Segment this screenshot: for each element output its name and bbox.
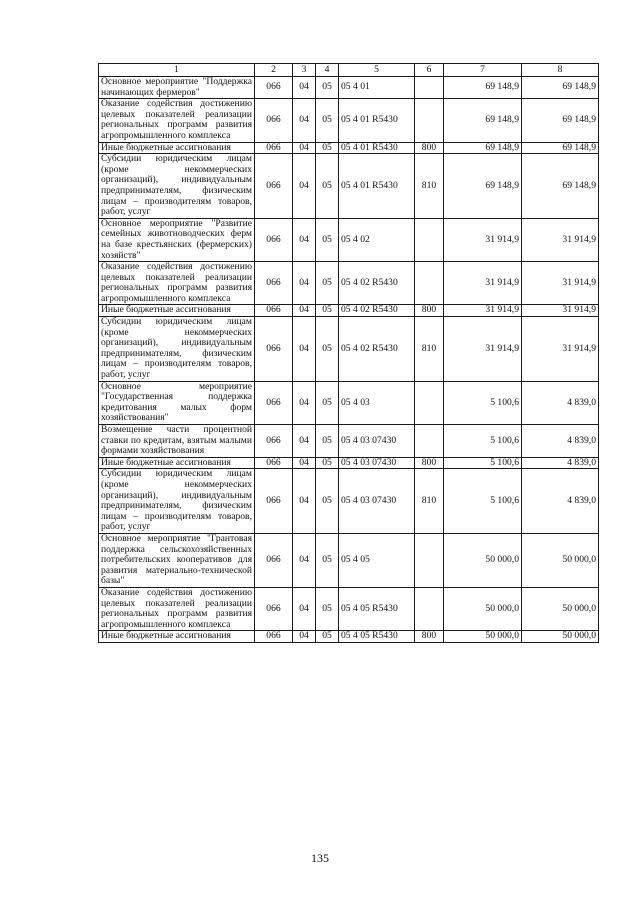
target-code-cell: 05 4 02 <box>339 218 415 261</box>
amount-column-8-cell: 4 839,0 <box>522 381 599 424</box>
section-code-cell: 04 <box>293 77 316 99</box>
item-name-cell: Оказание содействия достижению целевых показателей реализации региональных программ развития агропромышленного комплекса <box>99 99 255 142</box>
section-code-cell: 04 <box>293 533 316 587</box>
ministry-code-cell: 066 <box>255 317 293 382</box>
amount-column-8-cell: 50 000,0 <box>522 631 599 643</box>
expense-type-cell: 800 <box>415 142 444 154</box>
subsection-code-cell: 05 <box>316 77 339 99</box>
ministry-code-cell: 066 <box>255 218 293 261</box>
amount-column-7-cell: 31 914,9 <box>444 317 522 382</box>
table-row <box>99 469 599 534</box>
header-cell: 6 <box>415 64 444 77</box>
amount-column-7-cell: 5 100,6 <box>444 457 522 469</box>
target-code-cell: 05 4 01 R5430 <box>339 99 415 142</box>
expense-type-cell <box>415 425 444 458</box>
ministry-code-cell: 066 <box>255 425 293 458</box>
amount-column-7-cell: 50 000,0 <box>444 533 522 587</box>
amount-column-7-cell: 5 100,6 <box>444 469 522 534</box>
header-cell: 4 <box>316 64 339 77</box>
amount-column-8-cell: 69 148,9 <box>522 77 599 99</box>
ministry-code-cell: 066 <box>255 631 293 643</box>
header-cell: 1 <box>99 64 255 77</box>
ministry-code-cell: 066 <box>255 77 293 99</box>
section-code-cell: 04 <box>293 262 316 305</box>
expense-type-cell: 800 <box>415 305 444 317</box>
section-code-cell: 04 <box>293 631 316 643</box>
subsection-code-cell: 05 <box>316 457 339 469</box>
amount-column-8-cell: 4 839,0 <box>522 469 599 534</box>
table-row <box>99 425 599 458</box>
item-name-cell: Основное мероприятие "Грантовая поддержка сельскохозяйственных потребительских кооперативов для развития материально-технической базы" <box>99 533 255 587</box>
section-code-cell: 04 <box>293 587 316 630</box>
header-cell: 7 <box>444 64 522 77</box>
table-body <box>99 77 599 643</box>
item-name-cell: Субсидии юридическим лицам (кроме некоммерческих организаций), индивидуальным предпринимателям, физическим лицам – производителям товаров, работ, услуг <box>99 317 255 382</box>
ministry-code-cell: 066 <box>255 262 293 305</box>
header-cell: 5 <box>339 64 415 77</box>
section-code-cell: 04 <box>293 305 316 317</box>
subsection-code-cell: 05 <box>316 381 339 424</box>
target-code-cell: 05 4 03 07430 <box>339 425 415 458</box>
section-code-cell: 04 <box>293 99 316 142</box>
section-code-cell: 04 <box>293 218 316 261</box>
subsection-code-cell: 05 <box>316 154 339 219</box>
amount-column-7-cell: 5 100,6 <box>444 381 522 424</box>
amount-column-7-cell: 69 148,9 <box>444 77 522 99</box>
ministry-code-cell: 066 <box>255 142 293 154</box>
subsection-code-cell: 05 <box>316 142 339 154</box>
budget-table <box>98 63 599 643</box>
target-code-cell: 05 4 01 R5430 <box>339 142 415 154</box>
ministry-code-cell: 066 <box>255 469 293 534</box>
target-code-cell: 05 4 01 R5430 <box>339 154 415 219</box>
amount-column-7-cell: 69 148,9 <box>444 142 522 154</box>
ministry-code-cell: 066 <box>255 154 293 219</box>
table-row <box>99 99 599 142</box>
table-row <box>99 154 599 219</box>
table-row <box>99 631 599 643</box>
target-code-cell: 05 4 02 R5430 <box>339 317 415 382</box>
item-name-cell: Иные бюджетные ассигнования <box>99 142 255 154</box>
amount-column-7-cell: 5 100,6 <box>444 425 522 458</box>
amount-column-7-cell: 31 914,9 <box>444 262 522 305</box>
ministry-code-cell: 066 <box>255 457 293 469</box>
amount-column-7-cell: 69 148,9 <box>444 154 522 219</box>
amount-column-8-cell: 31 914,9 <box>522 317 599 382</box>
subsection-code-cell: 05 <box>316 587 339 630</box>
amount-column-7-cell: 50 000,0 <box>444 631 522 643</box>
target-code-cell: 05 4 03 07430 <box>339 469 415 534</box>
section-code-cell: 04 <box>293 457 316 469</box>
subsection-code-cell: 05 <box>316 218 339 261</box>
table-row <box>99 587 599 630</box>
target-code-cell: 05 4 01 <box>339 77 415 99</box>
table-row <box>99 533 599 587</box>
expense-type-cell <box>415 533 444 587</box>
ministry-code-cell: 066 <box>255 305 293 317</box>
item-name-cell: Возмещение части процентной ставки по кредитам, взятым малыми формами хозяйствования <box>99 425 255 458</box>
amount-column-8-cell: 4 839,0 <box>522 425 599 458</box>
subsection-code-cell: 05 <box>316 533 339 587</box>
subsection-code-cell: 05 <box>316 305 339 317</box>
target-code-cell: 05 4 03 <box>339 381 415 424</box>
item-name-cell: Оказание содействия достижению целевых показателей реализации региональных программ развития агропромышленного комплекса <box>99 587 255 630</box>
table-row <box>99 262 599 305</box>
subsection-code-cell: 05 <box>316 99 339 142</box>
expense-type-cell <box>415 262 444 305</box>
target-code-cell: 05 4 05 R5430 <box>339 587 415 630</box>
amount-column-8-cell: 50 000,0 <box>522 587 599 630</box>
item-name-cell: Основное мероприятие "Поддержка начинающих фермеров" <box>99 77 255 99</box>
target-code-cell: 05 4 05 R5430 <box>339 631 415 643</box>
section-code-cell: 04 <box>293 469 316 534</box>
target-code-cell: 05 4 05 <box>339 533 415 587</box>
section-code-cell: 04 <box>293 317 316 382</box>
section-code-cell: 04 <box>293 154 316 219</box>
header-cell: 3 <box>293 64 316 77</box>
item-name-cell: Субсидии юридическим лицам (кроме некоммерческих организаций), индивидуальным предпринимателям, физическим лицам – производителям товаров, работ, услуг <box>99 154 255 219</box>
amount-column-8-cell: 31 914,9 <box>522 262 599 305</box>
amount-column-8-cell: 69 148,9 <box>522 142 599 154</box>
subsection-code-cell: 05 <box>316 262 339 305</box>
amount-column-8-cell: 50 000,0 <box>522 533 599 587</box>
amount-column-8-cell: 31 914,9 <box>522 218 599 261</box>
ministry-code-cell: 066 <box>255 381 293 424</box>
table-row <box>99 218 599 261</box>
expense-type-cell <box>415 587 444 630</box>
expense-type-cell <box>415 99 444 142</box>
subsection-code-cell: 05 <box>316 469 339 534</box>
amount-column-7-cell: 31 914,9 <box>444 305 522 317</box>
amount-column-7-cell: 31 914,9 <box>444 218 522 261</box>
item-name-cell: Основное мероприятие "Развитие семейных животноводческих ферм на базе крестьянских (фермерских) хозяйств" <box>99 218 255 261</box>
header-cell: 2 <box>255 64 293 77</box>
table-row <box>99 142 599 154</box>
expense-type-cell <box>415 77 444 99</box>
item-name-cell: Основное мероприятие "Государственная поддержка кредитования малых форм хозяйствования" <box>99 381 255 424</box>
ministry-code-cell: 066 <box>255 99 293 142</box>
item-name-cell: Иные бюджетные ассигнования <box>99 631 255 643</box>
amount-column-7-cell: 50 000,0 <box>444 587 522 630</box>
expense-type-cell: 800 <box>415 457 444 469</box>
target-code-cell: 05 4 02 R5430 <box>339 262 415 305</box>
item-name-cell: Иные бюджетные ассигнования <box>99 457 255 469</box>
expense-type-cell: 810 <box>415 154 444 219</box>
amount-column-8-cell: 4 839,0 <box>522 457 599 469</box>
expense-type-cell <box>415 218 444 261</box>
page-number: 135 <box>311 851 329 865</box>
target-code-cell: 05 4 02 R5430 <box>339 305 415 317</box>
item-name-cell: Оказание содействия достижению целевых показателей реализации региональных программ развития агропромышленного комплекса <box>99 262 255 305</box>
subsection-code-cell: 05 <box>316 425 339 458</box>
header-row <box>99 64 599 77</box>
amount-column-8-cell: 31 914,9 <box>522 305 599 317</box>
expense-type-cell: 810 <box>415 317 444 382</box>
table-row <box>99 77 599 99</box>
item-name-cell: Субсидии юридическим лицам (кроме некоммерческих организаций), индивидуальным предпринимателям, физическим лицам – производителям товаров, работ, услуг <box>99 469 255 534</box>
expense-type-cell: 810 <box>415 469 444 534</box>
table-row <box>99 317 599 382</box>
table-row <box>99 381 599 424</box>
section-code-cell: 04 <box>293 381 316 424</box>
amount-column-8-cell: 69 148,9 <box>522 154 599 219</box>
expense-type-cell <box>415 381 444 424</box>
table-row <box>99 305 599 317</box>
ministry-code-cell: 066 <box>255 587 293 630</box>
amount-column-7-cell: 69 148,9 <box>444 99 522 142</box>
header-cell: 8 <box>522 64 599 77</box>
target-code-cell: 05 4 03 07430 <box>339 457 415 469</box>
section-code-cell: 04 <box>293 142 316 154</box>
subsection-code-cell: 05 <box>316 631 339 643</box>
amount-column-8-cell: 69 148,9 <box>522 99 599 142</box>
subsection-code-cell: 05 <box>316 317 339 382</box>
section-code-cell: 04 <box>293 425 316 458</box>
ministry-code-cell: 066 <box>255 533 293 587</box>
expense-type-cell: 800 <box>415 631 444 643</box>
table-row <box>99 457 599 469</box>
item-name-cell: Иные бюджетные ассигнования <box>99 305 255 317</box>
